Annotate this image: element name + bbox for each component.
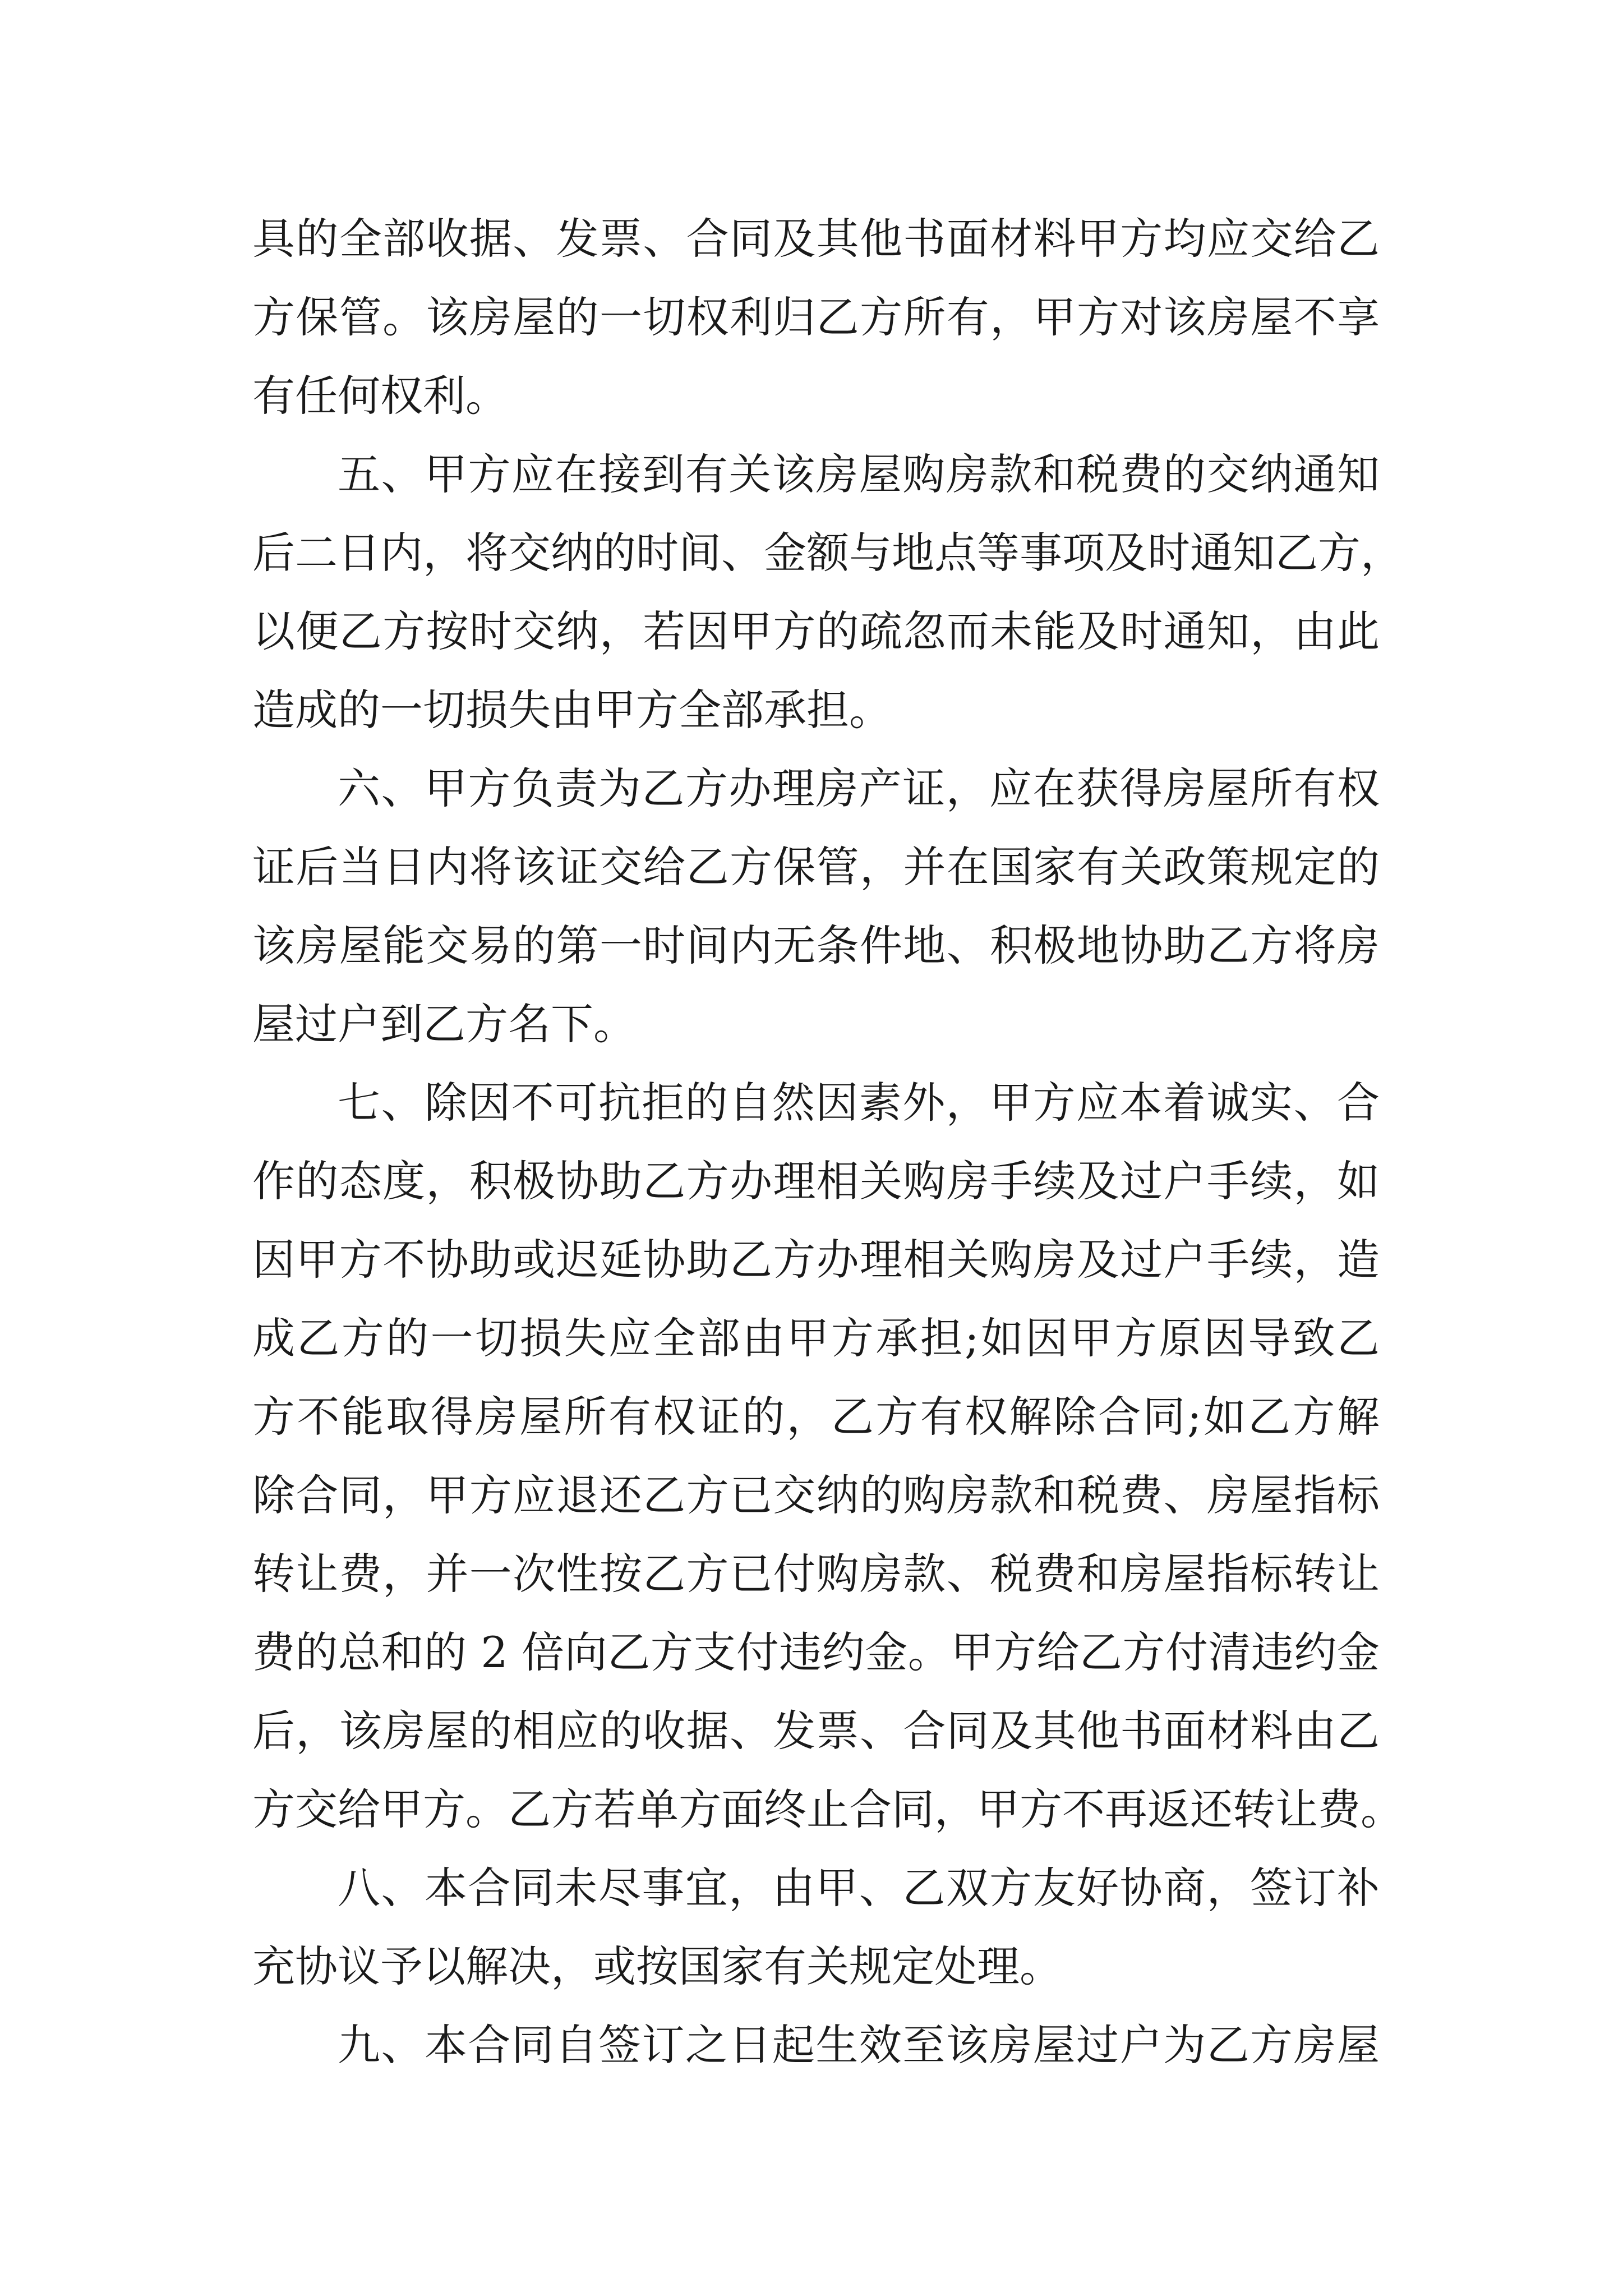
text-line: 成乙方的一切损失应全部由甲方承担;如因甲方原因导致乙 [252, 1313, 1380, 1363]
document-body [252, 200, 1403, 2085]
text-line: 方交给甲方。乙方若单方面终止合同，甲方不再返还转让费。 [252, 1784, 1403, 1834]
text-line: 转让费，并一次性按乙方已付购房款、税费和房屋指标转让 [252, 1549, 1380, 1599]
text-line: 有任何权利。 [252, 371, 508, 421]
text-line: 方保管。该房屋的一切权利归乙方所有，甲方对该房屋不享 [252, 292, 1380, 342]
text-line: 六、甲方负责为乙方办理房产证，应在获得房屋所有权 [338, 763, 1380, 813]
text-line: 八、本合同未尽事宜，由甲、乙双方友好协商，签订补 [338, 1863, 1380, 1913]
text-line: 作的态度，积极协助乙方办理相关购房手续及过户手续，如 [252, 1156, 1380, 1206]
text-line: 该房屋能交易的第一时间内无条件地、积极地协助乙方将房 [252, 921, 1380, 970]
text-line: 五、甲方应在接到有关该房屋购房款和税费的交纳通知 [338, 449, 1380, 499]
text-line: 因甲方不协助或迟延协助乙方办理相关购房及过户手续，造 [252, 1235, 1380, 1285]
text-line: 以便乙方按时交纳，若因甲方的疏忽而未能及时通知，由此 [252, 606, 1380, 656]
paragraph-4-continued [252, 200, 1380, 435]
text-line: 七、除因不可抗拒的自然因素外，甲方应本着诚实、合 [338, 1078, 1380, 1128]
text-line: 造成的一切损失由甲方全部承担。 [252, 685, 892, 735]
text-line: 屋过户到乙方名下。 [252, 999, 636, 1049]
paragraph-9 [252, 2006, 1380, 2085]
text-line: 九、本合同自签订之日起生效至该房屋过户为乙方房屋 [338, 2020, 1380, 2070]
text-line: 充协议予以解决，或按国家有关规定处理。 [252, 1941, 1062, 1991]
paragraph-5 [252, 435, 1403, 749]
paragraph-8 [252, 1849, 1380, 2006]
text-line: 费的总和的 2 倍向乙方支付违约金。甲方给乙方付清违约金 [252, 1627, 1380, 1677]
paragraph-6 [252, 749, 1380, 1064]
text-line: 具的全部收据、发票、合同及其他书面材料甲方均应交给乙 [252, 214, 1380, 264]
text-line: 后，该房屋的相应的收据、发票、合同及其他书面材料由乙 [252, 1706, 1380, 1756]
paragraph-7 [252, 1064, 1403, 1849]
text-line: 后二日内，将交纳的时间、金额与地点等事项及时通知乙方， [252, 528, 1403, 578]
text-line: 除合同，甲方应退还乙方已交纳的购房款和税费、房屋指标 [252, 1470, 1380, 1520]
text-line: 证后当日内将该证交给乙方保管，并在国家有关政策规定的 [252, 842, 1380, 892]
text-line: 方不能取得房屋所有权证的，乙方有权解除合同;如乙方解 [252, 1392, 1380, 1442]
